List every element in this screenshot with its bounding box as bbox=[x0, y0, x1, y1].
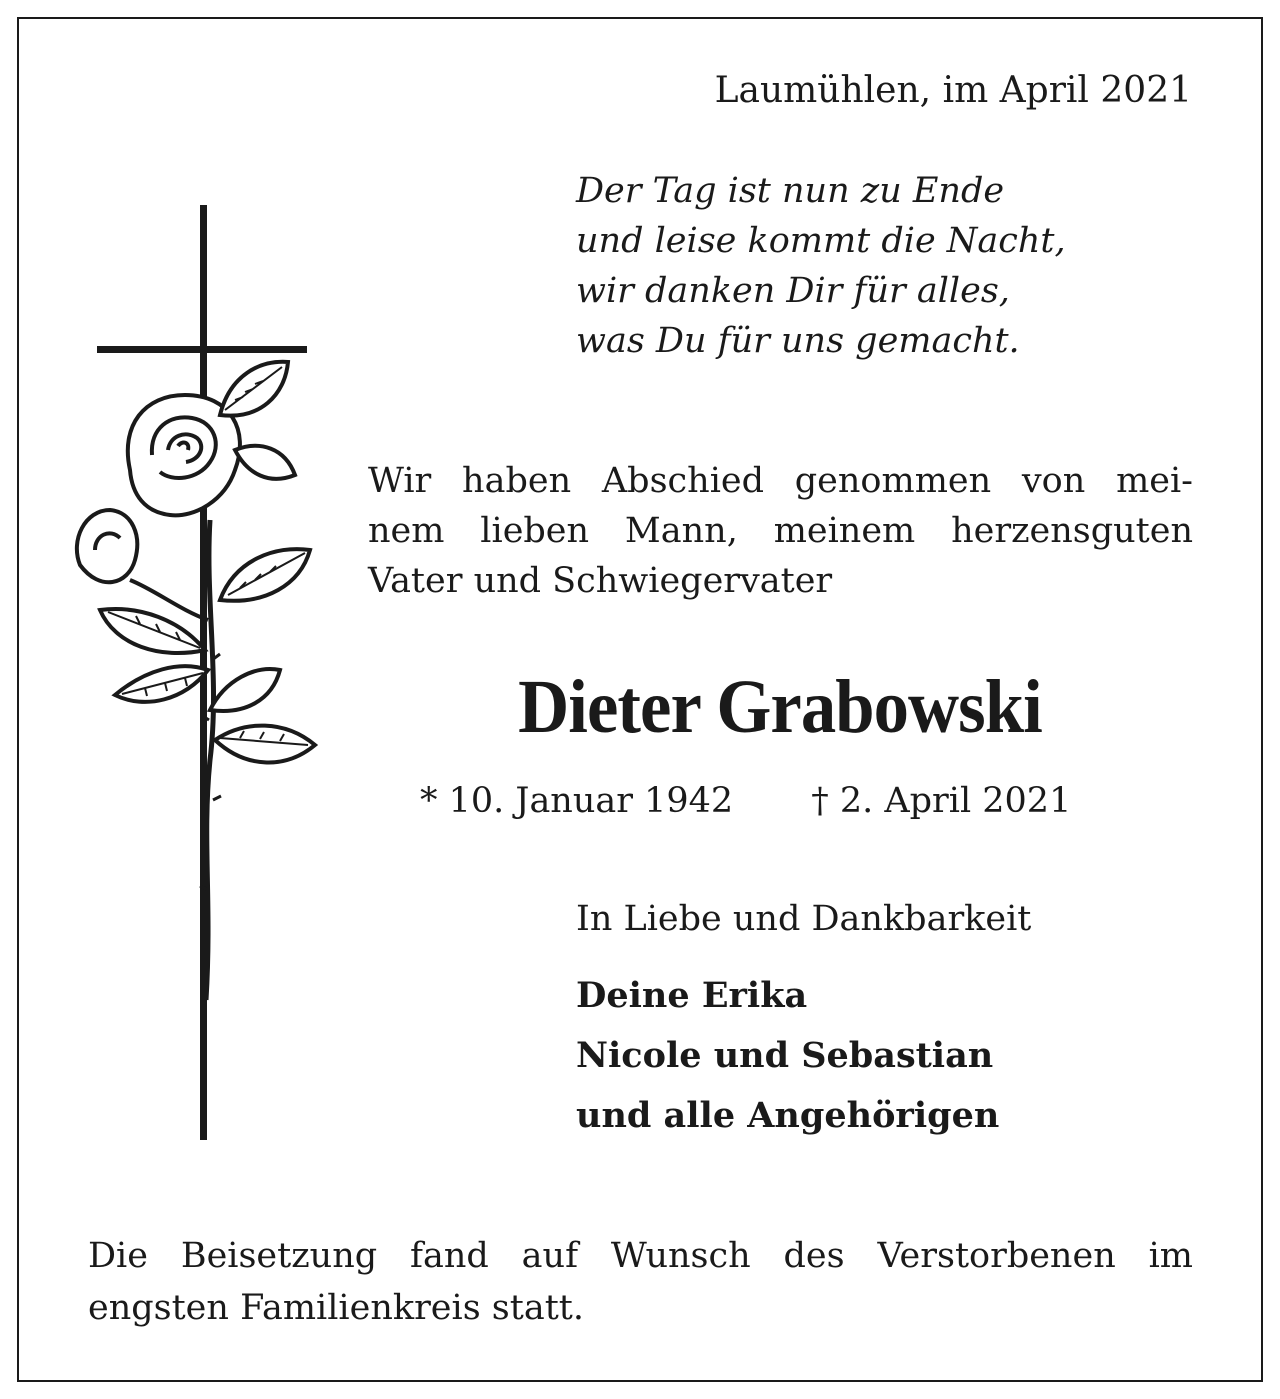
burial-note bbox=[88, 1230, 1193, 1334]
signatory: Deine Erika bbox=[576, 975, 808, 1016]
verse-line: Der Tag ist nun zu Ende bbox=[576, 171, 1005, 211]
announcement-line: Wir haben Abschied genommen von mei- bbox=[368, 461, 1193, 501]
signatory: und alle Angehörigen bbox=[576, 1095, 1000, 1136]
place-and-date: Laumühlen, im April 2021 bbox=[714, 70, 1192, 111]
announcement-line: nem lieben Mann, meinem herzensguten bbox=[368, 511, 1193, 551]
burial-line: Die Beisetzung fand auf Wunsch des Verstorbenen im bbox=[88, 1236, 1193, 1276]
signatory: Nicole und Sebastian bbox=[576, 1035, 994, 1076]
cross-with-rose-icon bbox=[60, 200, 330, 1140]
verse-line: wir danken Dir für alles, bbox=[576, 271, 1010, 311]
announcement-line: Vater und Schwiegervater bbox=[368, 561, 833, 601]
signatories bbox=[576, 966, 999, 1146]
life-dates bbox=[420, 781, 1071, 821]
verse-line: und leise kommt die Nacht, bbox=[576, 221, 1066, 261]
memorial-verse bbox=[576, 166, 1066, 366]
birth-date: * 10. Januar 1942 bbox=[420, 781, 734, 821]
verse-line: was Du für uns gemacht. bbox=[576, 321, 1020, 361]
burial-line: engsten Familienkreis statt. bbox=[88, 1288, 584, 1328]
deceased-name: Dieter Grabowski bbox=[518, 665, 1042, 749]
death-date: † 2. April 2021 bbox=[811, 781, 1072, 821]
closing-line: In Liebe und Dankbarkeit bbox=[576, 899, 1032, 939]
announcement-text bbox=[368, 456, 1193, 606]
